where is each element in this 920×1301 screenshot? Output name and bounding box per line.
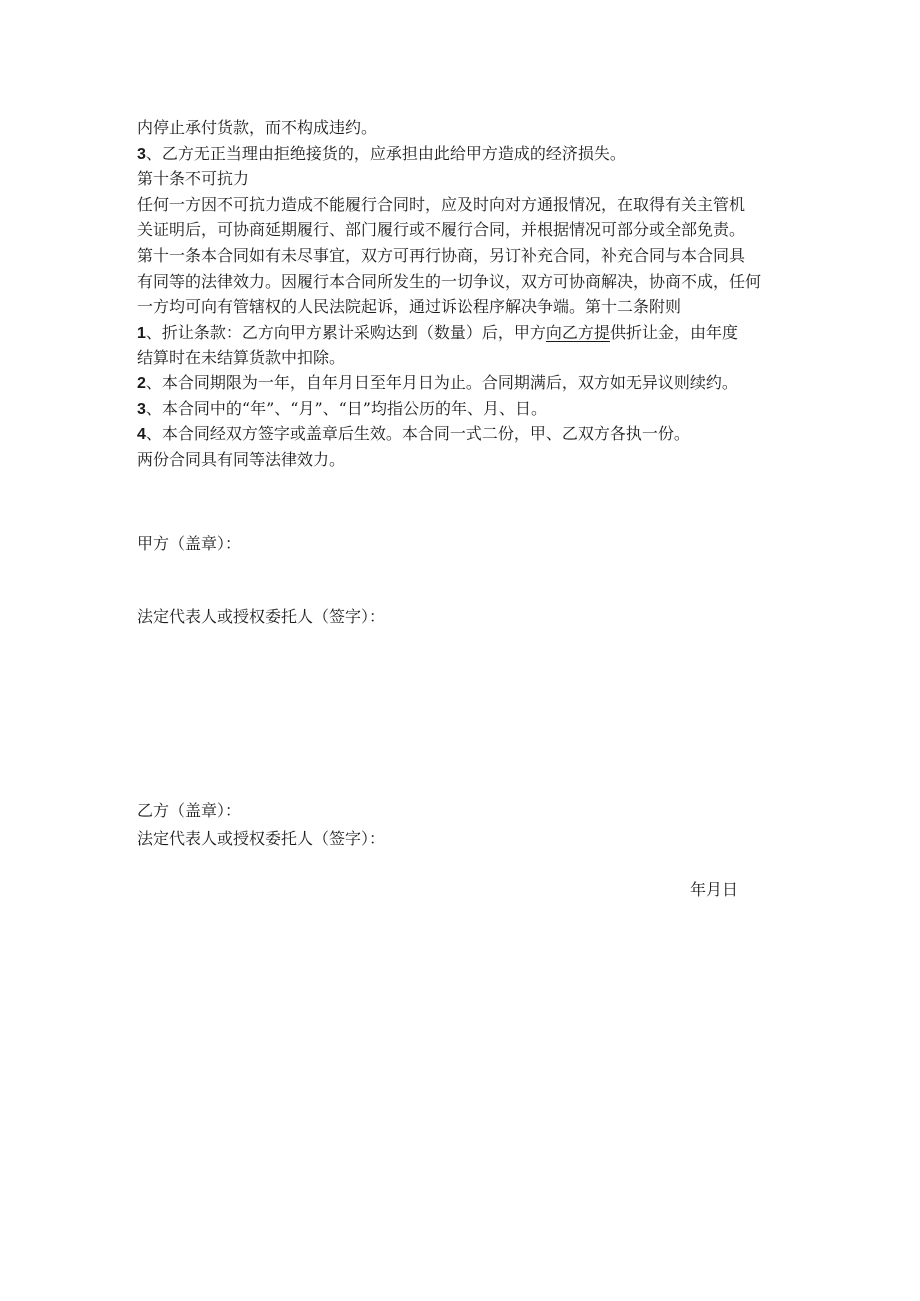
line-text: 关证明后，可协商延期履行、部门履行或不履行合同，并根据情况可部分或全部免责。 <box>137 220 746 240</box>
line-text: 内停止承付货款，而不构成违约。 <box>137 118 378 137</box>
body-line <box>137 218 787 244</box>
clause-number: 1 <box>137 324 146 342</box>
line-text: 、本合同中的“年”、“月”、“日”均指公历的年、月、日。 <box>145 398 547 418</box>
body-line <box>137 116 787 142</box>
body-line <box>137 142 787 168</box>
underlined-text: 向乙方提 <box>545 322 610 342</box>
clause-text-before: 、折让条款：乙方向甲方累计采购达到（数量）后，甲方 <box>145 322 546 342</box>
line-text: 任何一方因不可抗力造成不能履行合同时，应及时向对方通报情况，在取得有关主管机 <box>137 194 746 214</box>
body-line <box>137 448 787 474</box>
body-line <box>137 270 787 296</box>
clause-term <box>137 371 787 397</box>
contract-body <box>137 116 787 473</box>
line-text: 有同等的法律效力。因履行本合同所发生的一切争议，双方可协商解决，协商不成，任何 <box>137 271 762 291</box>
party-a-seal-label: 甲方（盖章）： <box>137 534 242 553</box>
clause-number: 4 <box>137 426 146 444</box>
line-text: 、本合同期限为一年，自年月日至年月日为止。合同期满后，双方如无异议则续约。 <box>145 372 738 392</box>
body-line <box>137 244 787 270</box>
line-text: 第十一条本合同如有未尽事宜，双方可再行协商，另订补充合同，补充合同与本合同具 <box>137 245 746 265</box>
party-a-representative-label: 法定代表人或授权委托人（签字）： <box>137 607 386 626</box>
section-heading-force-majeure <box>137 167 787 193</box>
clause-discount-continuation: 结算时在未结算货款中扣除。 <box>137 348 346 368</box>
clause-discount <box>137 321 787 347</box>
line-text: 、本合同经双方签字或盖章后生效。本合同一式二份，甲、乙双方各执一份。 <box>145 424 690 444</box>
line-text: 、乙方无正当理由拒绝接货的，应承担由此给甲方造成的经济损失。 <box>145 143 626 163</box>
clause-number: 3 <box>137 400 146 418</box>
clause-calendar <box>137 397 787 423</box>
line-text: 第十条不可抗力 <box>137 169 250 189</box>
clause-number: 3 <box>137 145 146 163</box>
line-text: 两份合同具有同等法律效力。 <box>137 449 346 469</box>
party-b-representative-label: 法定代表人或授权委托人（签字）： <box>137 829 386 848</box>
body-line <box>137 193 787 219</box>
body-line <box>137 295 787 321</box>
clause-effect <box>137 422 787 448</box>
line-text: 一方均可向有管辖权的人民法院起诉，通过诉讼程序解决争端。第十二条附则 <box>137 297 682 317</box>
clause-text-after: 供折让金，由年度 <box>609 322 738 342</box>
party-b-seal-label: 乙方（盖章）： <box>137 801 242 820</box>
date-label: 年月日 <box>690 880 739 899</box>
clause-number: 2 <box>137 374 146 392</box>
